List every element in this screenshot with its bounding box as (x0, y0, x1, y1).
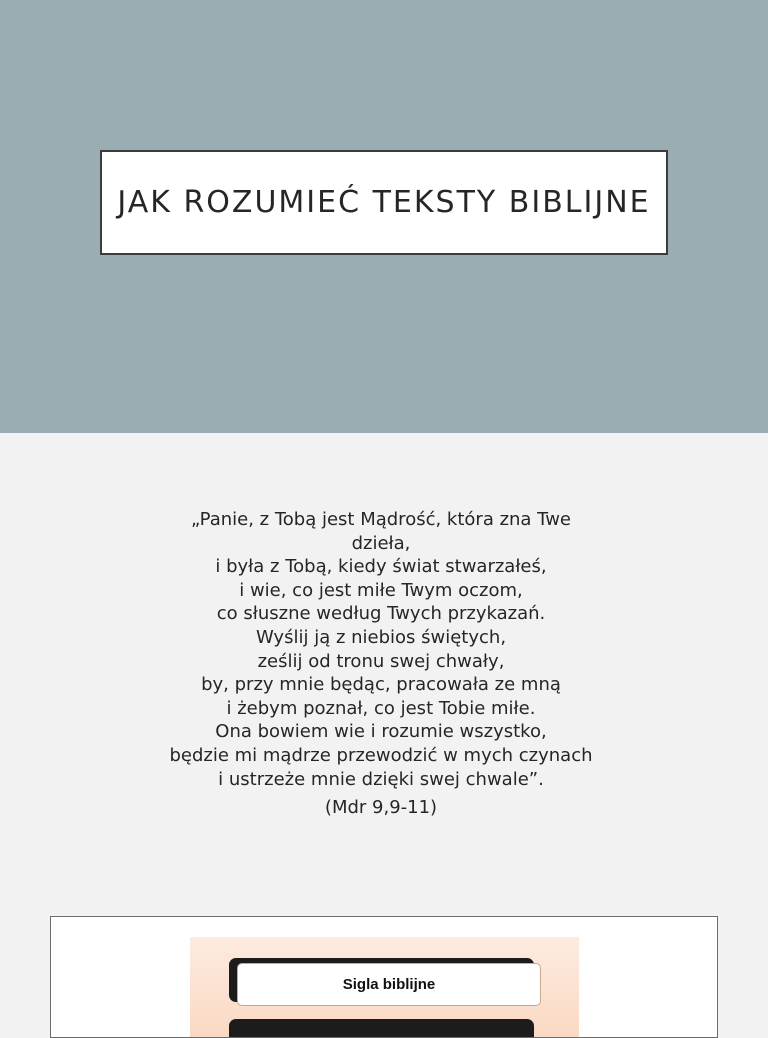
quote-source: (Mdr 9,9-11) (324, 797, 438, 819)
quote-line: i żebym poznał, co jest Tobie miłe. (226, 697, 536, 719)
title-slide (0, 0, 768, 433)
quote-line: i wie, co jest miłe Twym oczom, (239, 579, 523, 601)
slide-title: JAK ROZUMIEĆ TEKSTY BIBLIJNE (117, 185, 651, 220)
sigla-slide (50, 916, 718, 1038)
quote-line: dzieła, (351, 532, 411, 554)
quote-line: Wyślij ją z niebios świętych, (255, 626, 507, 648)
quote-slide (0, 433, 768, 873)
quote-text (134, 508, 628, 820)
quote-line: by, przy mnie będąc, pracowała ze mną (201, 674, 561, 696)
quote-line: i była z Tobą, kiedy świat stwarzałeś, (215, 556, 547, 578)
sigla-diagram-image (190, 937, 579, 1037)
title-box (100, 150, 668, 255)
quote-line: ześlij od tronu swej chwały, (257, 650, 505, 672)
quote-line: będzie mi mądrze przewodzić w mych czynach (169, 744, 593, 766)
quote-line: i ustrzeże mnie dzięki swej chwale”. (218, 768, 544, 790)
quote-line: „Panie, z Tobą jest Mądrość, która zna Twe (190, 509, 571, 530)
sigla-label: Sigla biblijne (342, 976, 436, 993)
quote-line: co słuszne według Twych przykazań. (216, 603, 546, 625)
quote-line: Ona bowiem wie i rozumie wszystko, (215, 721, 547, 743)
sigla-label-box (237, 963, 541, 1006)
next-label-shadow (229, 1019, 534, 1037)
